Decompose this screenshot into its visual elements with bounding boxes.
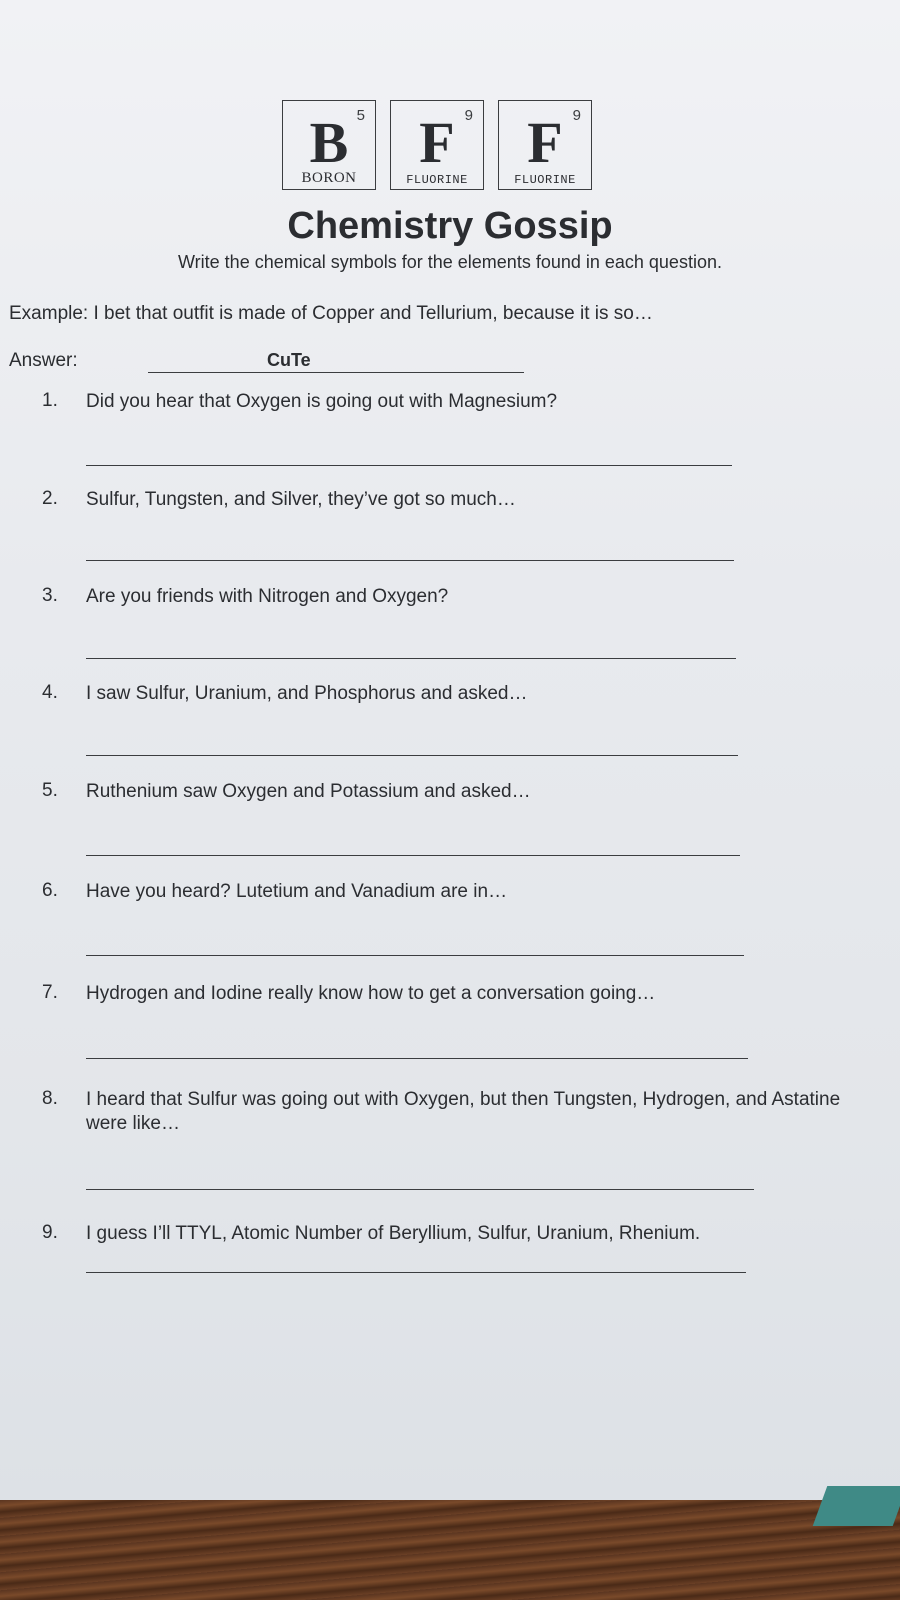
question-text: Did you hear that Oxygen is going out with Magnesium? [86,391,558,412]
example-answer-value: CuTe [267,350,311,370]
question-text: Sulfur, Tungsten, and Silver, they’ve got so much… [86,489,516,510]
question-7 [42,982,866,1006]
element-name: FLUORINE [514,173,576,187]
question-number: 1. [42,390,58,411]
question-number: 2. [42,488,58,509]
question-text: Ruthenium saw Oxygen and Potassium and asked… [86,781,531,802]
question-number: 5. [42,780,58,801]
wooden-desk [0,1500,900,1600]
question-number: 7. [42,982,58,1003]
element-tile-fluorine-2 [498,100,592,190]
question-text: I guess I’ll TTYL, Atomic Number of Beryllium, Sulfur, Uranium, Rhenium. [86,1223,701,1244]
element-name: BORON [301,170,357,186]
question-5 [42,780,866,804]
answer-line-2[interactable] [86,560,734,561]
example-text: Example: I bet that outfit is made of Copper and Tellurium, because it is so… [9,303,653,324]
question-text: Have you heard? Lutetium and Vanadium are in… [86,881,508,902]
page-title: Chemistry Gossip [287,205,613,247]
question-text: I saw Sulfur, Uranium, and Phosphorus and asked… [86,683,528,704]
instructions: Write the chemical symbols for the elements found in each question. [178,252,722,272]
element-name: FLUORINE [406,173,468,187]
answer-line-6[interactable] [86,955,744,956]
element-tile-fluorine [390,100,484,190]
question-number: 9. [42,1222,58,1243]
question-number: 4. [42,682,58,703]
question-number: 6. [42,880,58,901]
answer-line-8[interactable] [86,1189,754,1190]
question-number: 3. [42,585,58,606]
question-text: Hydrogen and Iodine really know how to get a conversation going… [86,983,656,1004]
atomic-number: 9 [572,107,581,124]
answer-line-9[interactable] [86,1272,746,1273]
question-number: 8. [42,1088,58,1109]
question-1 [42,390,866,414]
element-tile-boron [282,100,376,190]
question-8 [42,1088,866,1136]
teal-object [813,1486,900,1526]
answer-line-5[interactable] [86,855,740,856]
question-4 [42,682,866,706]
answer-line-7[interactable] [86,1058,748,1059]
question-9 [42,1222,866,1246]
answer-label: Answer: [9,350,78,371]
answer-line-1[interactable] [86,465,732,466]
question-3 [42,585,866,609]
question-text: Are you friends with Nitrogen and Oxygen? [86,586,449,607]
element-tiles [282,100,592,190]
answer-line-4[interactable] [86,755,738,756]
question-text: I heard that Sulfur was going out with Oxygen, but then Tungsten, Hydrogen, and Astatine were like… [86,1089,841,1134]
element-symbol: B [309,110,349,175]
question-2 [42,488,866,512]
element-symbol: F [527,110,563,175]
atomic-number: 9 [464,107,473,124]
atomic-number: 5 [356,107,365,124]
answer-line-3[interactable] [86,658,736,659]
question-6 [42,880,866,904]
element-symbol: F [419,110,455,175]
example-answer-line [148,372,524,373]
